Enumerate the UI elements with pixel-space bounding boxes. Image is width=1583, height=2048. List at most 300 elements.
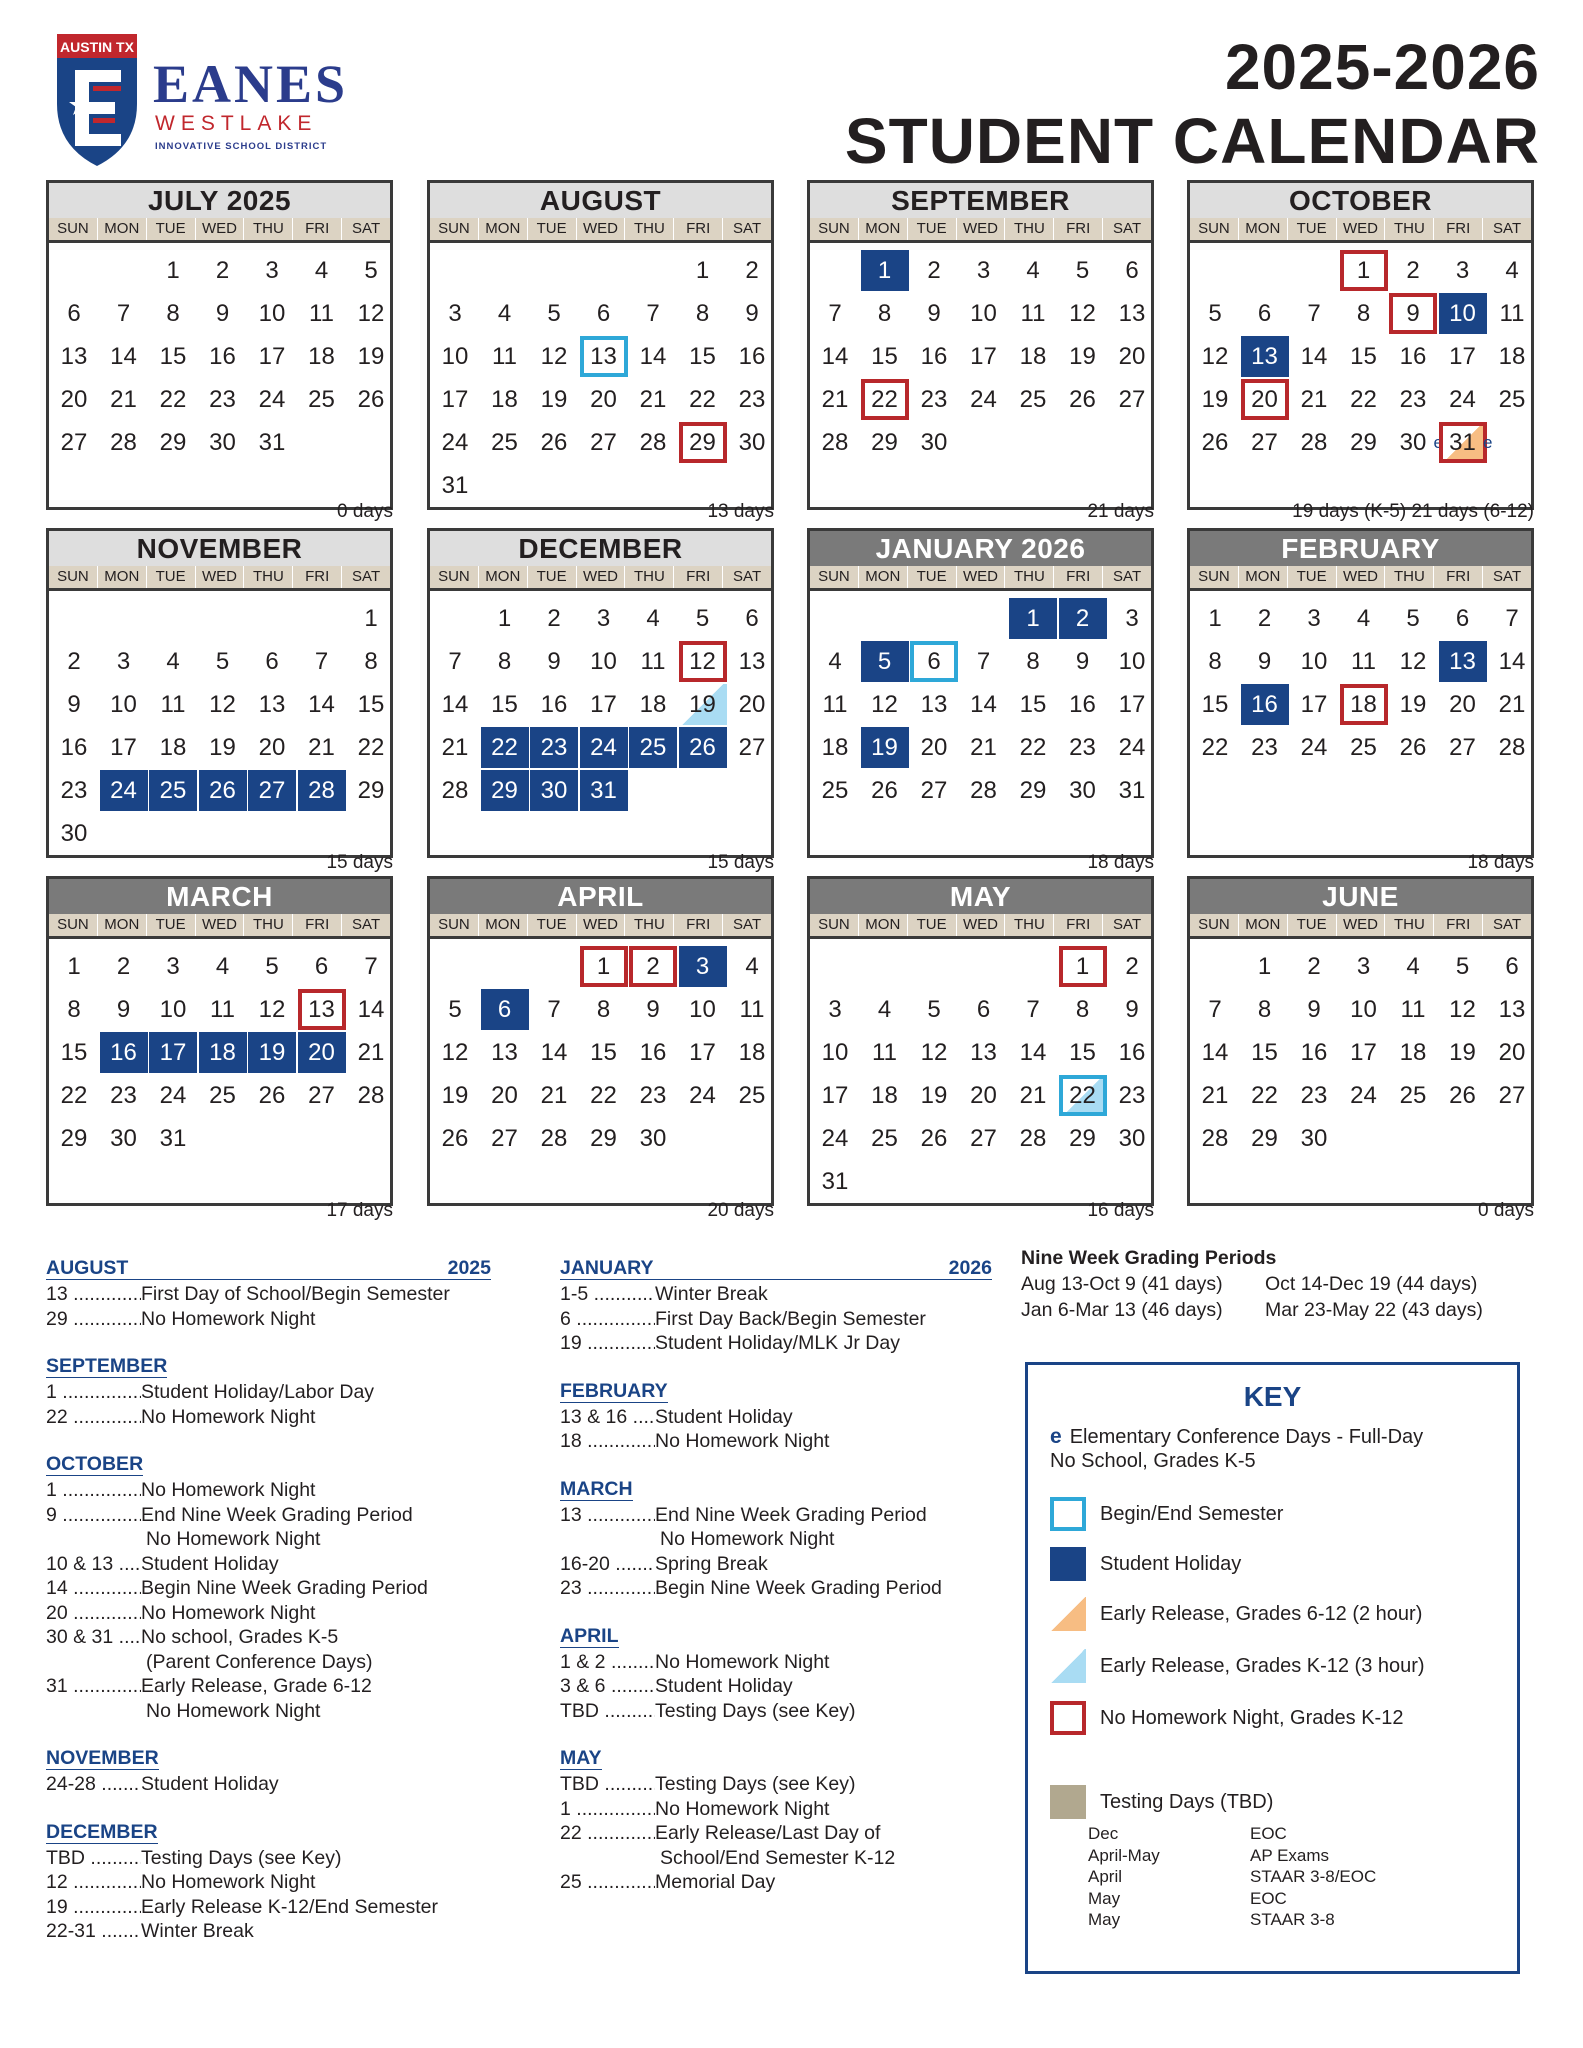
day-cell: 29 [481, 770, 529, 811]
event-text: End Nine Week Grading Period [141, 1503, 413, 1526]
event-date [46, 1527, 141, 1552]
day-cell: 14 [308, 691, 335, 718]
weekday-label: TUE [907, 566, 956, 588]
event-month: MAY [560, 1747, 602, 1769]
weekday-header [1187, 914, 1534, 936]
event-date: 23 ..... [560, 1576, 655, 1601]
event-item [560, 1650, 992, 1675]
day-cell: 24 [159, 1082, 187, 1109]
day-cell: 16 [540, 691, 568, 718]
day-cell: 24 [1118, 734, 1146, 761]
day-cell: 23 [60, 777, 88, 804]
day-cell: 6 [481, 989, 529, 1030]
grading-periods [1021, 1245, 1541, 1323]
day-cell: 15 [1069, 1039, 1096, 1066]
day-cell: 1 [1340, 250, 1388, 291]
event-group [560, 1624, 992, 1724]
event-item [560, 1821, 992, 1846]
key-item-early-release-k-12 [1050, 1649, 1425, 1683]
weekday-label: MON [97, 566, 146, 588]
testing-schedule [1088, 1823, 1376, 1931]
day-cell: 27 [248, 770, 296, 811]
day-cell: 22 [1019, 734, 1047, 761]
legend-key [1025, 1362, 1520, 1974]
event-date: 25 ..... [560, 1870, 655, 1895]
day-cell: 11 [872, 1039, 897, 1066]
school-days-count: 18 days [1467, 852, 1534, 873]
day-cell: 19 [679, 684, 727, 725]
event-date: TBD ..... [560, 1772, 655, 1797]
weekday-label: TUE [1287, 914, 1336, 936]
day-cell: 24 [100, 770, 148, 811]
month-days [807, 936, 1154, 1206]
testing-row [1088, 1888, 1376, 1910]
day-cell: 9 [547, 648, 561, 675]
event-date: 12 ..... [46, 1870, 141, 1895]
day-cell: 13 [491, 1039, 518, 1066]
month-december [427, 528, 774, 873]
day-cell: 28 [298, 770, 346, 811]
day-cell: 13 [298, 989, 346, 1030]
day-cell: 31 [821, 1168, 849, 1195]
month-days [427, 588, 774, 858]
month-november [46, 528, 393, 873]
event-text: Testing Days (see Key) [655, 1773, 856, 1795]
day-cell: 3 [828, 996, 842, 1023]
day-cell: 6 [1257, 300, 1272, 327]
event-text: End Nine Week Grading Period [655, 1503, 927, 1526]
event-group [560, 1258, 992, 1356]
event-text: Early Release K-12/End Semester [141, 1895, 438, 1918]
event-item [46, 1674, 491, 1699]
day-cell: 29 [159, 429, 187, 456]
calendar-year: 2025-2026 [1224, 31, 1540, 103]
event-text: Memorial Day [655, 1871, 776, 1893]
day-cell: 15 [491, 691, 518, 718]
weekday-label: MON [478, 566, 527, 588]
event-item [46, 1919, 491, 1944]
day-cell: 28 [1498, 734, 1526, 761]
weekday-label: SUN [57, 568, 89, 585]
event-item [46, 1650, 491, 1675]
month-name: JULY 2025 [46, 180, 393, 218]
key-item-holiday [1050, 1547, 1241, 1581]
day-cell: 20 [1118, 343, 1146, 370]
event-text: Winter Break [655, 1283, 768, 1305]
day-cell: 22 [689, 386, 716, 413]
day-cell: 15 [871, 343, 898, 370]
day-cell: 10 [1439, 293, 1487, 334]
event-item [46, 1625, 491, 1650]
event-date: TBD ..... [46, 1846, 141, 1871]
event-text: Testing Days (see Key) [141, 1846, 342, 1869]
weekday-header [807, 218, 1154, 240]
event-date: 13 ..... [46, 1282, 141, 1307]
month-name: OCTOBER [1187, 180, 1534, 218]
day-cell: 26 [1201, 429, 1229, 456]
day-cell: 27 [590, 429, 617, 456]
day-cell: 24 [580, 727, 628, 768]
day-cell: 28 [1019, 1125, 1047, 1152]
day-cell: 21 [357, 1039, 385, 1066]
event-month-heading [560, 1626, 619, 1648]
event-text: No Homework Night [146, 1528, 321, 1550]
day-cell: 26 [540, 429, 568, 456]
event-item [560, 1405, 992, 1430]
day-cell: 3 [1307, 605, 1321, 632]
event-date: 13 & 16 ..... [560, 1405, 655, 1430]
weekday-header [46, 218, 393, 240]
day-cell: 19 [1449, 1039, 1476, 1066]
event-year: 2025 [447, 1257, 491, 1279]
month-march [46, 876, 393, 1221]
event-month: SEPTEMBER [46, 1355, 168, 1377]
month-days [1187, 588, 1534, 858]
day-cell: 12 [540, 343, 568, 370]
day-cell: 22 [1059, 1075, 1107, 1116]
day-cell: 10 [1350, 996, 1377, 1023]
day-cell: 26 [871, 777, 898, 804]
day-cell: 10 [110, 691, 137, 718]
event-date: TBD ..... [560, 1699, 655, 1724]
day-cell: 28 [970, 777, 997, 804]
weekday-header [1187, 566, 1534, 588]
day-cell: 26 [258, 1082, 286, 1109]
day-cell: 4 [745, 953, 759, 980]
day-cell: 24 [1300, 734, 1328, 761]
day-cell: 7 [646, 300, 660, 327]
day-cell: 21 [1300, 386, 1328, 413]
early-release-6-12-swatch [1050, 1597, 1086, 1631]
day-cell: 13 [920, 691, 948, 718]
event-month-heading [560, 1381, 668, 1403]
day-cell: 17 [441, 386, 469, 413]
day-cell: 11 [640, 648, 666, 675]
day-cell: 9 [67, 691, 81, 718]
month-february [1187, 528, 1534, 873]
day-cell: 12 [441, 1039, 469, 1066]
day-cell: 16 [60, 734, 88, 761]
testing-row [1088, 1909, 1376, 1931]
day-cell: 9 [116, 996, 131, 1023]
event-text: First Day Back/Begin Semester [655, 1307, 926, 1330]
day-cell: 3 [1356, 953, 1371, 980]
day-cell: 18 [491, 386, 518, 413]
testing-when: Dec [1088, 1824, 1119, 1843]
event-item [46, 1699, 491, 1724]
weekday-label: MON [1238, 566, 1287, 588]
grading-title: Nine Week Grading Periods [1021, 1247, 1277, 1269]
day-cell: 23 [1399, 386, 1427, 413]
day-cell: 17 [970, 343, 997, 370]
day-cell: 1 [695, 257, 710, 284]
day-cell: 5 [547, 300, 561, 327]
event-date: 22-31 ..... [46, 1919, 141, 1944]
day-cell: 8 [1356, 300, 1371, 327]
day-cell: 17 [258, 343, 286, 370]
day-cell: 13 [970, 1039, 997, 1066]
school-days-count: 16 days [1087, 1200, 1154, 1221]
weekday-label: FRI [673, 914, 722, 936]
day-cell: 30 [530, 770, 578, 811]
day-cell: 14 [1019, 1039, 1047, 1066]
key-item-early-release-6-12 [1050, 1597, 1422, 1631]
event-month: APRIL [560, 1624, 619, 1647]
event-text: No Homework Night [141, 1479, 316, 1501]
weekday-label: SAT [1102, 914, 1151, 936]
event-item [46, 1846, 491, 1871]
day-cell: 9 [1075, 648, 1090, 675]
day-cell: 8 [1026, 648, 1040, 675]
day-cell: 12 [357, 300, 385, 327]
day-cell: 24 [258, 386, 286, 413]
day-cell: 28 [540, 1125, 568, 1152]
weekday-label: SUN [818, 916, 850, 933]
day-cell: 7 [364, 953, 378, 980]
day-cell: 11 [1351, 648, 1376, 675]
event-date: 13 ..... [560, 1503, 655, 1528]
day-cell: 31 [1118, 777, 1146, 804]
event-month-heading [46, 1748, 159, 1770]
event-text: No Homework Night [141, 1871, 316, 1893]
weekday-label: FRI [292, 218, 341, 240]
event-date: 1 & 2 ..... [560, 1650, 655, 1675]
event-item [46, 1282, 491, 1307]
event-text: Student Holiday/Labor Day [141, 1381, 375, 1403]
day-cell: 11 [492, 343, 517, 370]
month-name: FEBRUARY [1187, 528, 1534, 566]
day-cell: 29 [590, 1125, 617, 1152]
weekday-label: WED [956, 914, 1005, 936]
day-cell: 4 [828, 648, 842, 675]
day-cell: 26 [1069, 386, 1096, 413]
weekday-label: WED [576, 218, 625, 240]
testing-what: EOC [1250, 1888, 1287, 1908]
month-days [427, 240, 774, 510]
day-cell: 18 [1340, 684, 1388, 725]
weekday-header [46, 914, 393, 936]
day-cell: 11 [309, 300, 334, 327]
event-date: 29 ..... [46, 1307, 141, 1332]
day-cell: 8 [1208, 648, 1222, 675]
event-item [46, 1307, 491, 1332]
day-cell: 28 [1201, 1125, 1229, 1152]
weekday-header [427, 566, 774, 588]
day-cell: 1 [861, 250, 909, 291]
day-cell: 23 [530, 727, 578, 768]
weekday-header [807, 914, 1154, 936]
day-cell: 18 [639, 691, 667, 718]
day-cell: 22 [1201, 734, 1229, 761]
day-cell: 20 [60, 386, 88, 413]
day-cell: 15 [1019, 691, 1047, 718]
day-cell: 26 [199, 770, 247, 811]
day-cell: 27 [1118, 386, 1146, 413]
weekday-label: SAT [722, 566, 771, 588]
event-date: 22 ..... [46, 1405, 141, 1430]
day-cell: 8 [877, 300, 892, 327]
day-cell: 7 [1208, 996, 1222, 1023]
day-cell: 22 [159, 386, 187, 413]
event-item [560, 1772, 992, 1797]
day-cell: 16 [1241, 684, 1289, 725]
day-cell: 9 [1257, 648, 1272, 675]
day-cell: 5 [1455, 953, 1470, 980]
testing-when: May [1088, 1888, 1121, 1908]
testing-what: STAAR 3-8 [1250, 1910, 1335, 1929]
weekday-label: MON [858, 914, 907, 936]
day-cell: 31 [159, 1125, 187, 1152]
month-april [427, 876, 774, 1221]
day-cell: 9 [215, 300, 230, 327]
day-cell: 2 [1257, 605, 1272, 632]
day-cell: 28 [639, 429, 667, 456]
day-cell: 14 [1300, 343, 1328, 370]
day-cell: 23 [1251, 734, 1278, 761]
weekday-label: WED [195, 914, 244, 936]
event-date: 14 ..... [46, 1576, 141, 1601]
day-cell: 5 [927, 996, 941, 1023]
weekday-label: MON [97, 914, 146, 936]
day-cell: 13 [580, 336, 628, 377]
day-cell: 12 [1399, 648, 1427, 675]
day-cell: 6 [745, 605, 759, 632]
event-date: 30 & 31 ..... [46, 1625, 141, 1650]
key-item-no-homework [1050, 1701, 1403, 1735]
day-cell: 1 [166, 257, 180, 284]
day-cell: 1 [1208, 605, 1222, 632]
day-cell: 16 [1399, 343, 1427, 370]
month-days [46, 240, 393, 510]
day-cell: 25 [1350, 734, 1377, 761]
events-column-1 [46, 1258, 491, 1967]
day-cell: 25 [629, 727, 677, 768]
school-days-count: 13 days [707, 501, 774, 522]
event-item [46, 1870, 491, 1895]
day-cell: 2 [67, 648, 81, 675]
day-cell: 13 [1241, 336, 1289, 377]
day-cell: 3 [976, 257, 991, 284]
day-cell: 22 [1350, 386, 1377, 413]
weekday-label: SUN [1198, 568, 1230, 585]
weekday-label: MON [858, 566, 907, 588]
weekday-label: WED [1336, 914, 1385, 936]
month-name: JANUARY 2026 [807, 528, 1154, 566]
day-cell: 17 [821, 1082, 849, 1109]
semester-swatch [1050, 1497, 1086, 1531]
day-cell: 4 [1356, 605, 1371, 632]
day-cell: 7 [1026, 996, 1040, 1023]
day-cell: 15 [590, 1039, 617, 1066]
day-cell: 10 [970, 300, 997, 327]
day-cell: 2 [547, 605, 561, 632]
day-cell: 19 [920, 1082, 948, 1109]
day-cell: 10 [159, 996, 187, 1023]
day-cell: 25 [209, 1082, 236, 1109]
day-cell: 19 [1069, 343, 1096, 370]
weekday-label: FRI [1433, 566, 1482, 588]
event-date: 1 ..... [560, 1797, 655, 1822]
day-cell: 14 [970, 691, 997, 718]
event-text: Early Release, Grade 6-12 [141, 1675, 372, 1697]
day-cell: 12 [871, 691, 898, 718]
day-cell: 3 [448, 300, 462, 327]
weekday-label: MON [1238, 914, 1287, 936]
day-cell: 27 [1498, 1082, 1526, 1109]
event-month: DECEMBER [46, 1820, 158, 1843]
school-days-count: 19 days (K-5) 21 days (6-12) [1292, 501, 1534, 522]
month-days [807, 588, 1154, 858]
month-days [427, 936, 774, 1206]
district-logo [55, 34, 385, 169]
day-cell: 11 [160, 691, 186, 718]
day-cell: 11 [210, 996, 235, 1023]
day-cell: 25 [1498, 386, 1526, 413]
day-cell: 23 [920, 386, 948, 413]
event-item [46, 1380, 491, 1405]
key-nohw-label: No Homework Night, Grades K-12 [1100, 1706, 1404, 1729]
calendar-title: STUDENT CALENDAR [844, 105, 1540, 177]
key-conference-days [1050, 1425, 1510, 1473]
weekday-label: FRI [1053, 566, 1102, 588]
event-date: 16-20 ..... [560, 1552, 655, 1577]
day-cell: 9 [1125, 996, 1139, 1023]
event-text: No Homework Night [660, 1528, 835, 1550]
day-cell: 21 [110, 386, 137, 413]
month-days [1187, 936, 1534, 1206]
day-cell: 28 [821, 429, 849, 456]
day-cell: 27 [738, 734, 766, 761]
day-cell: 31 [580, 770, 628, 811]
events-column-2 [560, 1258, 992, 1918]
day-cell: 11 [1499, 300, 1525, 327]
event-text: No Homework Night [655, 1797, 830, 1820]
day-cell: 18 [871, 1082, 898, 1109]
day-cell: 18 [308, 343, 335, 370]
weekday-label: SAT [1482, 914, 1531, 936]
day-cell: 14 [821, 343, 849, 370]
weekday-label: WED [1336, 566, 1385, 588]
day-cell: 13 [60, 343, 88, 370]
day-cell: 4 [646, 605, 660, 632]
event-date: 19 ..... [46, 1895, 141, 1920]
event-text: Winter Break [141, 1920, 254, 1942]
month-name: MARCH [46, 876, 393, 914]
day-cell: 17 [1350, 1039, 1377, 1066]
weekday-label: SAT [341, 218, 390, 240]
event-month: FEBRUARY [560, 1379, 668, 1402]
day-cell: 25 [491, 429, 518, 456]
key-semester-label: Begin/End Semester [1100, 1502, 1284, 1525]
event-text: Student Holiday [141, 1773, 279, 1795]
event-item [560, 1797, 992, 1822]
event-date: 6 ..... [560, 1307, 655, 1332]
day-cell: 24 [821, 1125, 849, 1152]
day-cell: 26 [679, 727, 727, 768]
weekday-label: FRI [292, 914, 341, 936]
weekday-label: SAT [1102, 566, 1151, 588]
event-month: MARCH [560, 1477, 633, 1500]
event-date: 1 ..... [46, 1478, 141, 1503]
day-cell: 23 [110, 1082, 137, 1109]
testing-swatch [1050, 1785, 1086, 1819]
day-cell: 12 [1069, 300, 1096, 327]
day-cell: 30 [639, 1125, 667, 1152]
weekday-label: THU [243, 914, 292, 936]
day-cell: 21 [540, 1082, 568, 1109]
day-cell: 25 [1399, 1082, 1427, 1109]
month-name: JUNE [1187, 876, 1534, 914]
